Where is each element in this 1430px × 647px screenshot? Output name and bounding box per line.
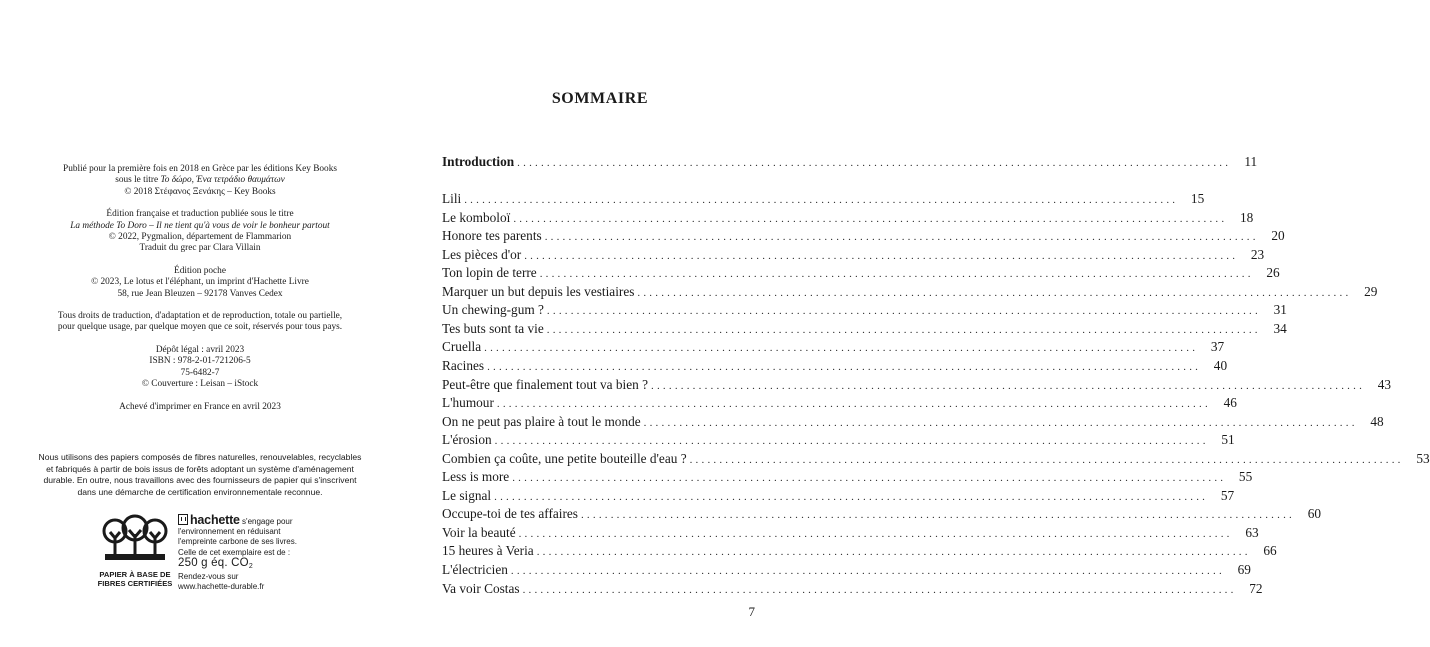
toc-entry-page: 20: [1271, 228, 1285, 244]
dot-leader: ........................................................................................................................: [546, 305, 1261, 318]
toc-entry-page: 11: [1244, 154, 1258, 169]
original-publication-line: Publié pour la première fois en 2018 en Grèce par les éditions Key Books: [63, 164, 337, 174]
toc-entry-page: 72: [1249, 580, 1263, 596]
toc-entry-title: Cruella: [442, 339, 482, 355]
dot-leader: ........................................................................................................................: [637, 286, 1352, 299]
paperback-copyright-line: © 2023, Le lotus et l'éléphant, un imprint d'Hachette Livre: [91, 277, 309, 288]
copyright-colophon: [30, 164, 370, 424]
dot-leader: ........................................................................................................................: [464, 194, 1179, 206]
rights-line: pour quelque usage, par quelque moyen que ce soit, réservés pour tous pays.: [57, 322, 343, 333]
toc-entry-page: 43: [1377, 376, 1392, 392]
toc-entry-page: 40: [1213, 357, 1228, 373]
french-edition-line: Édition française et traduction publiée sous le titre: [106, 209, 294, 220]
toc-entry-page: 57: [1220, 487, 1235, 503]
toc-entry-page: 69: [1237, 562, 1251, 577]
toc-entry-page: 51: [1221, 432, 1235, 448]
dot-leader: ........................................................................................................................: [487, 360, 1202, 373]
toc-entry-page: 48: [1370, 413, 1384, 429]
dot-leader: ........................................................................................................................: [512, 472, 1227, 485]
paperback-edition-block: [30, 266, 370, 300]
toc-entry-title: Combien ça coûte, une petite bouteille d'eau ?: [442, 450, 687, 466]
paperback-heading: Édition poche: [174, 265, 226, 276]
dot-leader: ........................................................................................................................: [494, 490, 1209, 503]
toc-entry: [442, 524, 1259, 542]
page-number: 7: [748, 604, 755, 619]
toc-entry-title: Un chewing-gum ?: [442, 302, 544, 318]
dot-leader: ........................................................................................................................: [539, 268, 1254, 281]
dot-leader: ........................................................................................................................: [580, 509, 1295, 522]
toc-entry: [442, 468, 1253, 486]
carbon-weight: 250 g éq. CO2: [178, 556, 253, 570]
toc-entry-title: 15 heures à Veria: [442, 543, 534, 559]
toc-entry-page: 34: [1273, 320, 1287, 336]
toc-entry-title: Tes buts sont ta vie: [442, 320, 544, 336]
toc-entry-introduction: [442, 153, 1258, 171]
toc-entry: [442, 505, 1321, 523]
toc-entry: [442, 301, 1287, 319]
cover-credit-line: © Couverture : Leisan – iStock: [141, 379, 259, 390]
original-copyright-line: © 2018 Στέφανος Ξενάκης – Key Books: [124, 186, 276, 197]
dot-leader: ........................................................................................................................: [496, 398, 1211, 411]
dot-leader: ........................................................................................................................: [494, 435, 1209, 448]
toc-entry-page: 29: [1364, 283, 1378, 299]
toc-entry-title: Les pièces d'or: [442, 246, 522, 262]
toc-entry-title: Peut-être que finalement tout va bien ?: [442, 376, 649, 392]
toc-entry-page: 66: [1263, 543, 1277, 559]
toc-entry: [442, 320, 1287, 338]
toc-entry-title: Racines: [442, 357, 485, 373]
environment-line: durable. En outre, nous travaillons avec des fournisseurs de papier qui s'inscrivent: [43, 475, 357, 486]
legal-deposit-line: Dépôt légal : avril 2023: [155, 344, 245, 355]
toc-entry: [442, 487, 1235, 505]
certified-paper-caption: PAPIER À BASE DE FIBRES CERTIFIÉES: [97, 570, 173, 588]
french-copyright-line: © 2022, Pygmalion, département de Flammarion: [108, 232, 292, 243]
environment-notice: [30, 452, 370, 498]
toc-entry-page: 63: [1245, 524, 1259, 540]
toc-entry: [442, 227, 1285, 245]
translator-line: Traduit du grec par Clara Villain: [139, 243, 261, 254]
toc-entry-title: L'érosion: [442, 432, 492, 448]
dot-leader: ........................................................................................................................: [651, 379, 1366, 392]
dot-leader: ........................................................................................................................: [484, 342, 1199, 355]
toc-entry-title: Introduction: [442, 154, 515, 169]
toc-entry: [442, 209, 1254, 227]
toc-entry-page: 15: [1190, 191, 1205, 206]
rights-block: [30, 311, 370, 334]
toc-entry: [442, 542, 1277, 560]
toc-entry-title: Va voir Costas: [442, 580, 520, 596]
toc-entry-title: Voir la beauté: [442, 524, 516, 540]
environment-line: dans une démarche de certification environnementale reconnue.: [77, 486, 323, 497]
code-line: 75-6482-7: [180, 367, 220, 378]
eco-label: [96, 514, 306, 594]
toc-entry-page: 60: [1307, 506, 1321, 522]
toc-entry-title: Marquer un but depuis les vestiaires: [442, 283, 635, 299]
dot-leader: ........................................................................................................................: [643, 416, 1358, 429]
printing-line: Achevé d'imprimer en France en avril 2023: [119, 401, 281, 412]
toc-entry-page: 26: [1266, 265, 1280, 281]
dot-leader: ........................................................................................................................: [517, 157, 1232, 169]
toc-entry-title: Honore tes parents: [442, 228, 542, 244]
toc-entry-page: 46: [1223, 395, 1237, 411]
dot-leader: ........................................................................................................................: [524, 249, 1239, 262]
toc-entry: [442, 450, 1430, 468]
certified-paper-logo: [96, 514, 174, 588]
toc-entry: [442, 283, 1378, 301]
toc-entry-title: Le komboloï: [442, 209, 511, 225]
dot-leader: ........................................................................................................................: [510, 565, 1225, 577]
toc-entry: [442, 357, 1228, 375]
isbn-line: ISBN : 978-2-01-721206-5: [149, 356, 251, 367]
toc-entry-title: L'humour: [442, 395, 494, 411]
toc-entry-page: 23: [1250, 246, 1265, 262]
toc-entry-title: L'électricien: [442, 562, 508, 577]
toc-entry-title: Less is more: [442, 469, 510, 485]
carbon-footprint-text: hachette s'engage pour l'environnement en réduisant l'empreinte carbone de ses livres. Celle de cet exemplaire est de : 250 g éq. CO2 Rendez-vous sur www.hachette-durable.fr: [178, 514, 308, 592]
toc-entry-page: 55: [1238, 469, 1253, 485]
legal-deposit-block: [30, 345, 370, 391]
printing-block: [30, 402, 370, 413]
right-page: [400, 0, 1430, 647]
toc-entry-title: Occupe-toi de tes affaires: [442, 506, 578, 522]
toc-entry-page: 53: [1416, 450, 1430, 466]
dot-leader: ........................................................................................................................: [518, 527, 1233, 540]
original-title-line: sous le titre Το δώρο, Ένα τετράδιο θαυμάτων: [115, 175, 285, 186]
left-page: [0, 0, 400, 647]
toc-entry: [442, 580, 1263, 598]
environment-line: et fabriqués à partir de bois issus de forêts adoptant un système d'aménagement: [46, 463, 354, 474]
toc-entry: [442, 246, 1265, 264]
toc-title: SOMMAIRE: [551, 90, 649, 107]
toc-entry: [442, 394, 1237, 412]
toc-entry: [442, 431, 1235, 449]
toc-entry-title: Le signal: [442, 487, 492, 503]
trees-icon: [101, 514, 169, 564]
original-publication-block: [30, 164, 370, 198]
dot-leader: ........................................................................................................................: [513, 212, 1228, 225]
dot-leader: ........................................................................................................................: [546, 323, 1261, 336]
dot-leader: ........................................................................................................................: [522, 583, 1237, 596]
toc-entry-title: Ton lopin de terre: [442, 265, 537, 281]
publisher-address-line: 58, rue Jean Bleuzen – 92178 Vanves Cedex: [117, 288, 283, 299]
french-edition-block: [30, 209, 370, 255]
toc-entry-title: Lili: [442, 191, 462, 206]
toc-entry-page: 37: [1210, 339, 1225, 355]
toc-entry: [442, 190, 1205, 208]
dot-leader: ........................................................................................................................: [544, 231, 1259, 244]
toc-entry-title: On ne peut pas plaire à tout le monde: [442, 413, 641, 429]
toc-entry: [442, 376, 1392, 394]
toc-entry: [442, 264, 1280, 282]
toc-entry: [442, 413, 1384, 431]
environment-line: Nous utilisons des papiers composés de fibres naturelles, renouvelables, recyclables: [38, 452, 362, 462]
french-title-line: La méthode To Doro – Il ne tient qu'à vous de voir le bonheur partout: [70, 220, 330, 231]
toc-entry-page: 31: [1273, 302, 1287, 318]
hachette-durable-url: www.hachette-durable.fr: [178, 582, 265, 592]
dot-leader: ........................................................................................................................: [536, 546, 1251, 559]
dot-leader: ........................................................................................................................: [689, 453, 1404, 466]
hachette-brand: hachette s'engage pour: [178, 514, 308, 527]
hachette-logo-icon: [178, 514, 188, 525]
toc-entry: [442, 561, 1251, 579]
toc-entry-page: 18: [1240, 209, 1254, 225]
rights-line: Tous droits de traduction, d'adaptation et de reproduction, totale ou partielle,: [57, 311, 343, 322]
toc-entry: [442, 338, 1225, 356]
